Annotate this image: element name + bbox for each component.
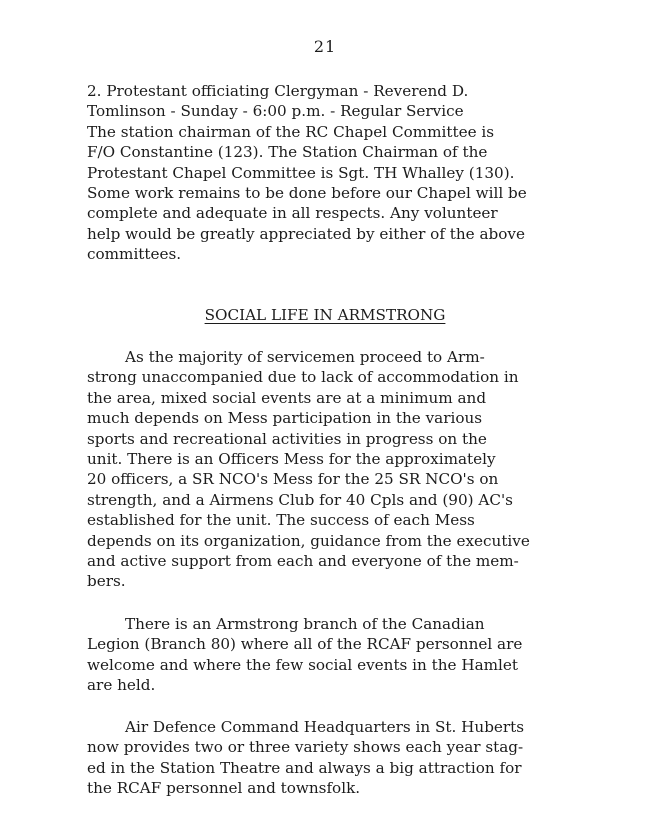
text-line: As the majority of servicemen proceed to Arm- <box>125 348 485 366</box>
page-number: 21 <box>313 37 337 56</box>
text-line: bers. <box>87 572 126 591</box>
text-line: help would be greatly appreciated by either of the above <box>87 224 525 243</box>
text-line: The station chairman of the RC Chapel Committee is <box>87 122 495 141</box>
paragraph-chapel-committees <box>87 81 607 265</box>
text-line: ed in the Station Theatre and always a big attraction for <box>87 758 522 777</box>
paragraph-variety-shows <box>87 717 607 799</box>
text-line: strength, and a Airmens Club for 40 Cpls and (90) AC's <box>87 490 513 509</box>
text-line: Air Defence Command Headquarters in St. Huberts <box>125 718 525 736</box>
paragraph-social-life <box>87 347 607 592</box>
text-line: the area, mixed social events are at a minimum and <box>87 388 487 407</box>
text-line: and active support from each and everyone of the mem- <box>87 552 519 571</box>
text-line: 2. Protestant officiating Clergyman - Reverend D. <box>87 82 469 100</box>
text-line: There is an Armstrong branch of the Canadian <box>125 615 485 633</box>
text-line: are held. <box>87 676 156 695</box>
text-line: depends on its organization, guidance from the executive <box>87 531 530 550</box>
text-line: unit. There is an Officers Mess for the approximately <box>87 450 496 469</box>
text-line: committees. <box>87 245 182 264</box>
text-line: Tomlinson - Sunday - 6:00 p.m. - Regular Service <box>87 102 464 121</box>
text-line: Legion (Branch 80) where all of the RCAF personnel are <box>87 635 523 654</box>
text-line: Some work remains to be done before our Chapel will be <box>87 184 527 203</box>
text-line: strong unaccompanied due to lack of accommodation in <box>87 368 519 387</box>
text-line: sports and recreational activities in progress on the <box>87 429 487 448</box>
section-heading-text: SOCIAL LIFE IN ARMSTRONG <box>204 306 446 324</box>
section-heading <box>0 305 650 325</box>
text-line: welcome and where the few social events in the Hamlet <box>87 655 518 674</box>
text-line: much depends on Mess participation in the various <box>87 409 483 428</box>
text-line: Protestant Chapel Committee is Sgt. TH Whalley (130). <box>87 163 515 182</box>
text-line: established for the unit. The success of each Mess <box>87 511 475 530</box>
text-line: complete and adequate in all respects. Any volunteer <box>87 204 498 223</box>
text-line: now provides two or three variety shows each year stag- <box>87 738 524 757</box>
text-line: 20 officers, a SR NCO's Mess for the 25 SR NCO's on <box>87 470 499 489</box>
text-line: F/O Constantine (123). The Station Chairman of the <box>87 143 488 162</box>
text-line: the RCAF personnel and townsfolk. <box>87 779 361 798</box>
paragraph-canadian-legion <box>87 614 607 696</box>
